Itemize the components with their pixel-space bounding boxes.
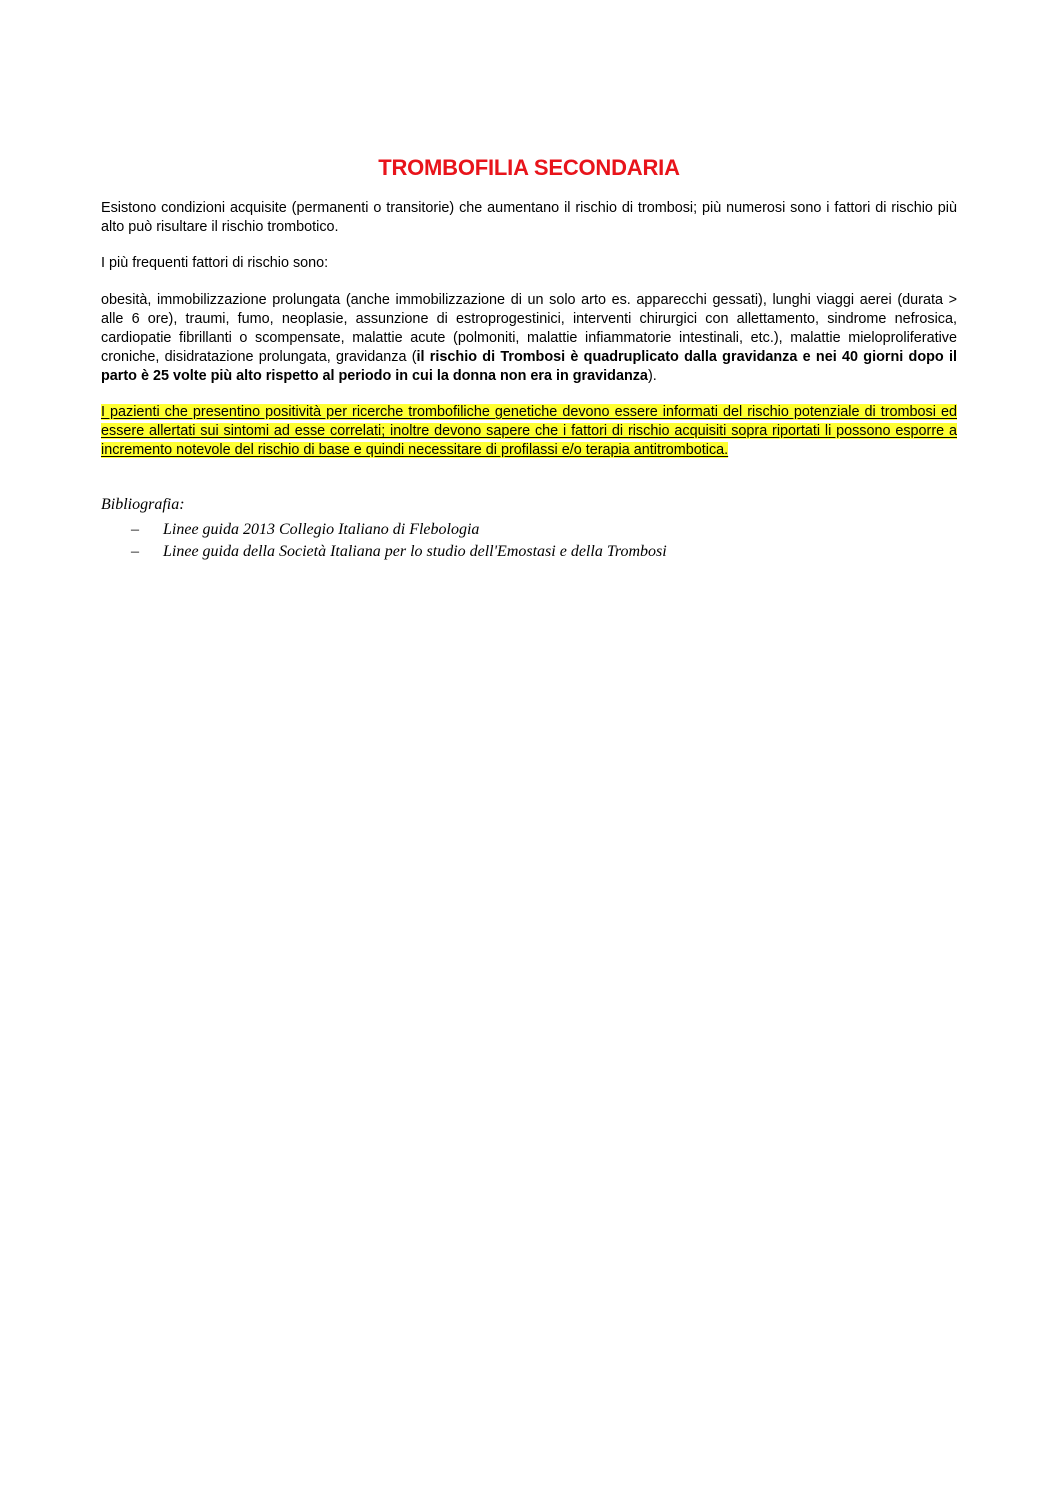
risk-factors-paragraph bbox=[101, 291, 957, 386]
intro-paragraph: Esistono condizioni acquisite (permanenti o transitorie) che aumentano il rischio di trombosi; più numerosi sono i fattori di rischio più alto può risultare il rischio trombotico. bbox=[101, 200, 957, 235]
bibliography-item-text: Linee guida 2013 Collegio Italiano di Flebologia bbox=[163, 521, 480, 538]
risk-factors-text: obesità, immobilizzazione prolungata (anche immobilizzazione di un solo arto es. apparecchi gessati), lunghi viaggi aerei (durata > alle 6 ore), traumi, fumo, neoplasie, assunzione di estroprogestinici, interventi chirurgici con allettamento, sindrome nefrosica, cardiopatie fibrillanti o scompensate, malattie acute (polmoniti, malattie infiammatorie intestinali, etc.), malattie mieloproliferative croniche, disidratazione prolungata, gravidanza ( bbox=[101, 292, 957, 365]
dash-bullet: – bbox=[131, 521, 139, 538]
dash-bullet: – bbox=[131, 543, 139, 560]
document-body bbox=[101, 155, 957, 563]
bibliography-item bbox=[101, 519, 957, 541]
pregnancy-risk-note: il rischio di Trombosi è quadruplicato dalla gravidanza e nei 40 giorni dopo il parto è 25 volte più alto rispetto al periodo in cui la donna non era in gravidanza bbox=[101, 349, 957, 384]
lead-paragraph: I più frequenti fattori di rischio sono: bbox=[101, 255, 329, 271]
highlighted-paragraph bbox=[101, 403, 957, 460]
bibliography-item bbox=[101, 541, 957, 563]
bibliography-list bbox=[101, 519, 957, 563]
bibliography-item-text: Linee guida della Società Italiana per lo studio dell'Emostasi e della Trombosi bbox=[163, 543, 667, 560]
bibliography-title: Bibliografia: bbox=[101, 496, 185, 513]
highlighted-text: I pazienti che presentino positività per ricerche trombofiliche genetiche devono essere informati del rischio potenziale di trombosi ed essere allertati sui sintomi ad esse correlati; inoltre devono sapere che i fattori di rischio acquisiti sopra riportati li possono esporre a incremento notevole del rischio di base e quindi necessitare di profilassi e/o terapia antitrombotica. bbox=[101, 404, 957, 458]
page-title: TROMBOFILIA SECONDARIA bbox=[378, 155, 680, 180]
bibliography-section bbox=[101, 494, 957, 563]
risk-factors-end: ). bbox=[647, 368, 657, 384]
